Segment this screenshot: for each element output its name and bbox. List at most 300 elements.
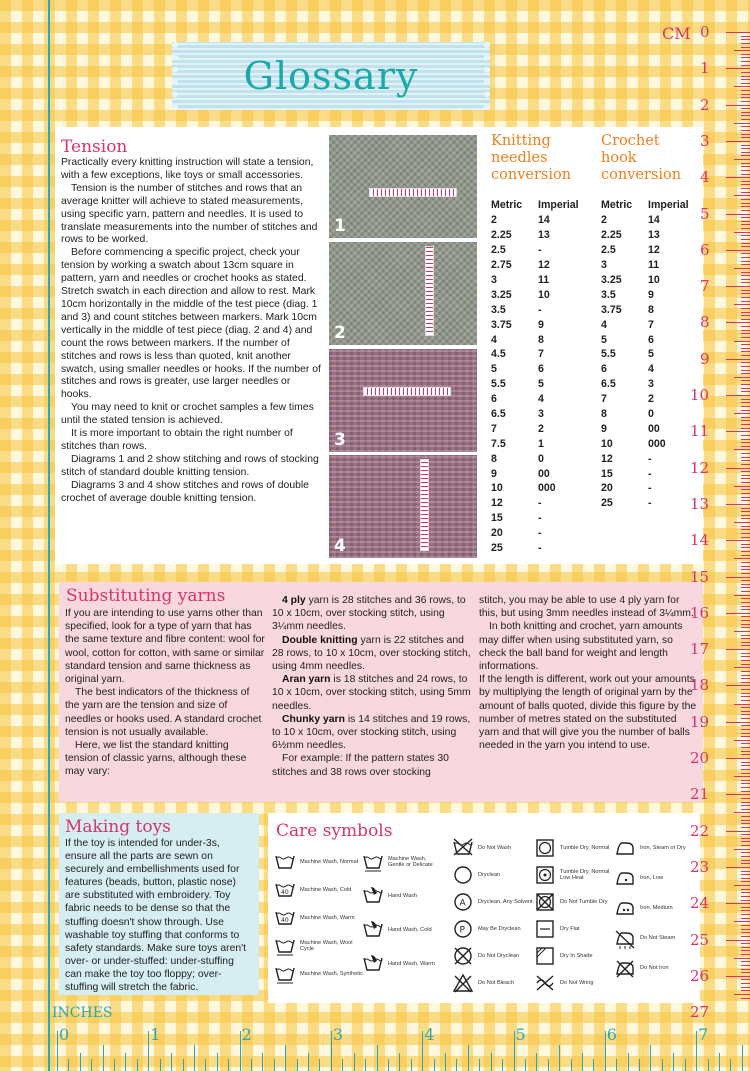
ruler-tick [741, 417, 750, 418]
care-symbol-item [534, 918, 614, 940]
ruler-tick [726, 105, 750, 106]
ruler-tick [741, 954, 750, 955]
ruler-tick [741, 326, 750, 327]
yarn-desc: is 14 stitches and 19 rows, to 10 x 10cm, over stocking stitch, using 6½mm needles. [272, 713, 471, 752]
care-symbol-item [274, 935, 364, 957]
ruler-tick [285, 1045, 286, 1071]
metric-cell: 15 [491, 512, 503, 525]
ruler-tick [741, 152, 750, 153]
ruler-tick [741, 47, 750, 48]
care-label: Iron, Low [640, 874, 664, 881]
ruler-tick [741, 163, 750, 164]
metric-cell: 3 [491, 274, 497, 286]
ruler-tick [726, 359, 750, 360]
imperial-cell: 10 [538, 288, 550, 301]
ruler-tick [411, 1059, 412, 1071]
ruler-tick [734, 849, 750, 850]
ruler-tick [734, 740, 750, 741]
inch-number: 0 [59, 1025, 70, 1044]
care-label: Hand Wash, Warm [388, 960, 435, 967]
imperial-cell: 4 [538, 393, 544, 406]
ruler-tick [741, 584, 750, 585]
cm-number: 11 [690, 422, 710, 441]
ruler-tick [741, 769, 750, 770]
column-header: Imperial [648, 198, 689, 211]
ruler-tick [741, 61, 750, 62]
svg-text:40: 40 [281, 917, 289, 924]
ruler-tick [741, 544, 750, 545]
care-label: Do Not Dryclean [478, 952, 520, 959]
ruler-tick [388, 1059, 389, 1071]
table-row [491, 377, 598, 392]
ruler-tick [741, 43, 750, 44]
ruler-tick [741, 145, 750, 146]
care-symbol-item [452, 945, 534, 967]
making-toys-panel [59, 813, 259, 995]
care-label: Dryclean [478, 871, 501, 878]
table-row [491, 213, 598, 228]
tension-paragraph: You may need to knit or crochet samples a few times until the stated tension is achieved. [61, 402, 314, 427]
ruler-tick [160, 1059, 161, 1071]
ruler-tick [741, 243, 750, 244]
diagram-2 [329, 242, 477, 345]
ruler-tick [741, 319, 750, 320]
ruler-tick [741, 210, 750, 211]
metric-cell: 5 [601, 333, 607, 346]
imperial-cell: 12 [648, 244, 660, 257]
ruler-tick [183, 1059, 184, 1071]
metric-cell: 25 [491, 542, 503, 555]
cm-number: 15 [690, 567, 710, 586]
ruler-tick [741, 435, 750, 436]
ruler-tick [741, 802, 750, 803]
cm-number: 4 [700, 168, 710, 187]
care-label: May Be Dryclean [478, 925, 521, 932]
ruler-tick [559, 1045, 560, 1071]
ruler-tick [741, 65, 750, 66]
cm-number: 9 [700, 349, 710, 368]
ruler-tick [741, 998, 750, 999]
ruler-tick [726, 468, 750, 469]
metric-cell: 3.75 [491, 318, 512, 331]
ruler-tick [734, 776, 750, 777]
ruler-tick [103, 1045, 104, 1071]
imperial-cell: - [648, 497, 652, 510]
ruler-tick [741, 464, 750, 465]
care-label: Dry In Shade [560, 952, 593, 959]
ruler-tick [741, 424, 750, 425]
ruler-tick [741, 562, 750, 563]
ruler-tick [726, 976, 750, 977]
page-title: Glossary [243, 54, 419, 98]
metric-cell: 6.5 [601, 378, 616, 391]
paragraph: In both knitting and crochet, yarn amounts may differ when using substituted yarn, so check the ball band for weight and length informations. [479, 621, 683, 673]
tumble-dry-low-icon [534, 864, 556, 886]
ruler-tick [741, 166, 750, 167]
cm-number: 20 [690, 749, 710, 767]
diagram-number: 2 [334, 323, 346, 343]
care-symbol-item [362, 919, 442, 941]
ruler-tick [741, 823, 750, 824]
ruler-tick [297, 1059, 298, 1071]
diagram-1 [329, 135, 477, 238]
ruler-tick [741, 457, 750, 458]
ruler-tick [741, 787, 750, 788]
ruler-tick [741, 606, 750, 607]
ruler-tick [726, 613, 750, 614]
ruler-tick [741, 366, 750, 367]
care-label: Tumble Dry, Normal Low Heat [560, 868, 610, 881]
column-header: Metric [601, 198, 633, 211]
ruler-tick [319, 1059, 320, 1071]
tension-paragraph: Practically every knitting instruction will state a tension, with a few exceptions, like toys or small accessories. [61, 157, 314, 181]
cm-number: 19 [690, 712, 710, 731]
ruler-tick [741, 907, 750, 908]
table-row [491, 362, 598, 377]
iron-low-icon [614, 867, 636, 889]
heading-line: hook [601, 150, 637, 166]
paragraph: If the length is different, work out your amounts by multiplying the length of original yarn by the amount of balls quoted, divide this figure by the number of metres stated on the substituted yarn and that will give you the number of balls needed in the yarn you intend to use. [479, 674, 697, 752]
ruler-tick [274, 1059, 275, 1071]
cm-number: 7 [700, 277, 710, 296]
ruler-tick [125, 1053, 126, 1071]
ruler-tick [741, 282, 750, 283]
ruler-tick [741, 725, 750, 726]
ruler-tick [741, 428, 750, 429]
ruler-tick [741, 54, 750, 55]
inch-number: 1 [150, 1025, 161, 1044]
metric-cell: 3 [601, 259, 607, 272]
crochet-conversion-heading [601, 133, 681, 184]
ruler-tick [741, 598, 750, 599]
ruler-tick [726, 940, 750, 941]
ruler-tick [726, 250, 750, 251]
metric-cell: 2.25 [491, 229, 512, 242]
metric-cell: 4 [491, 333, 497, 346]
care-symbol-item [534, 837, 614, 859]
ruler-tick [741, 174, 750, 175]
substituting-yarns-panel [59, 582, 703, 802]
imperial-cell: - [538, 244, 542, 257]
ruler-tick [741, 126, 750, 127]
ruler-tick [308, 1053, 309, 1071]
ruler-tick [741, 860, 750, 861]
dryclean-a-icon [452, 891, 474, 913]
dry-shade-icon [534, 945, 556, 967]
ruler-tick [741, 689, 750, 690]
ruler-tick [741, 783, 750, 784]
wash-tub-wool-icon [274, 935, 296, 957]
ruler-tick [719, 1053, 720, 1071]
cm-number: 27 [690, 1003, 710, 1022]
care-symbol-item [614, 897, 698, 919]
imperial-cell: 7 [538, 348, 544, 361]
ruler-tick [251, 1059, 252, 1071]
ruler-tick [741, 932, 750, 933]
ruler-tick [650, 1045, 651, 1071]
do-not-bleach-icon [452, 972, 474, 994]
ruler-tick [741, 645, 750, 646]
ruler-tick [399, 1053, 400, 1071]
ruler-tick [741, 489, 750, 490]
ruler-tick [741, 83, 750, 84]
care-label: Hand Wash [388, 892, 418, 899]
ruler-tick [741, 308, 750, 309]
ruler-tick [741, 896, 750, 897]
ruler-tick [479, 1059, 480, 1071]
ruler-tick [741, 773, 750, 774]
ruler-tick [741, 693, 750, 694]
ruler-tick [741, 36, 750, 37]
ruler-tick [741, 780, 750, 781]
imperial-cell: - [538, 497, 542, 510]
title-banner [172, 42, 490, 110]
wash-tub-40-icon [274, 907, 296, 929]
table-row [491, 481, 598, 496]
ruler-tick [741, 181, 750, 182]
ruler-tick [741, 551, 750, 552]
ruler-tick [741, 221, 750, 222]
ruler-tick [741, 224, 750, 225]
ruler-tick [741, 275, 750, 276]
imperial-cell: 14 [538, 214, 550, 227]
care-symbol-item [534, 891, 614, 913]
ruler-tick [741, 874, 750, 875]
imperial-cell: 7 [648, 318, 654, 331]
iron-medium-icon [614, 897, 636, 919]
ruler-tick [741, 918, 750, 919]
ruler-tick [741, 112, 750, 113]
ruler-tick [734, 341, 750, 342]
care-symbol-item [534, 864, 614, 886]
ruler-tick [726, 32, 750, 33]
ruler-tick [741, 609, 750, 610]
care-symbol-item [534, 972, 614, 994]
ruler-tick [734, 268, 750, 269]
ruler-tick [741, 566, 750, 567]
ruler-tick [741, 555, 750, 556]
ruler-tick [741, 57, 750, 58]
ruler-tick [734, 159, 750, 160]
table-row [491, 407, 598, 422]
metric-cell: 25 [601, 497, 613, 510]
making-toys-text: If the toy is intended for under-3s, ensure all the parts are sewn on securely and embellishments used for features (beads, button, plastic nose) are substituted with embroidery. Toy fabric needs to be dense so that the stuffing doesn't show through. Use washable toy stuffing that conforms to safety standards. Make sure toys aren't over- or under-stuffed: under-stuffing can make the toy too floppy; over-stuffing will stretch the fabric. [65, 838, 247, 994]
diagram-number: 1 [334, 216, 346, 236]
tension-paragraph: It is more important to obtain the right number of stitches than rows. [61, 428, 293, 452]
imperial-cell: 14 [648, 214, 660, 227]
ruler-tick [217, 1053, 218, 1071]
ruler-tick [734, 667, 750, 668]
ruler-tick [741, 736, 750, 737]
ruler-tick [741, 892, 750, 893]
imperial-cell: - [538, 527, 542, 540]
ruler-tick [741, 439, 750, 440]
care-label: Do Not Iron [640, 964, 669, 971]
metric-cell: 6 [601, 363, 607, 376]
column-header: Imperial [538, 198, 579, 211]
care-label: Tumble Dry, Normal [560, 844, 610, 851]
care-label: Do Not Steam [640, 934, 676, 941]
ruler-tick [639, 1059, 640, 1071]
ruler-tick [68, 1059, 69, 1071]
tape-measure [363, 387, 451, 396]
ruler-tick [741, 348, 750, 349]
metric-cell: 8 [601, 408, 607, 421]
care-symbol-item [614, 837, 698, 859]
do-not-steam-icon [614, 927, 636, 949]
ruler-tick [734, 631, 750, 632]
ruler-tick [741, 700, 750, 701]
cm-number: 1 [700, 59, 710, 78]
ruler-tick [741, 188, 750, 189]
care-symbol-item [362, 953, 442, 975]
ruler-tick [730, 1059, 731, 1071]
ruler-tick [741, 115, 750, 116]
ruler-tick [741, 889, 750, 890]
ruler-tick [456, 1059, 457, 1071]
imperial-cell: 0 [538, 452, 544, 465]
ruler-tick [741, 950, 750, 951]
inch-number: 6 [606, 1025, 617, 1044]
yarn-name: 4 ply [282, 595, 306, 606]
imperial-cell: 11 [538, 274, 550, 286]
column-header: Metric [491, 198, 523, 211]
tension-text [61, 157, 323, 505]
ruler-tick [741, 246, 750, 247]
diagram-3 [329, 349, 477, 452]
cm-number: 10 [690, 386, 710, 404]
svg-text:P: P [459, 925, 465, 936]
wash-tub-40-icon [274, 879, 296, 901]
care-label: Machine Wash, Synthetic [300, 970, 363, 977]
ruler-tick [726, 431, 750, 432]
ruler-tick [422, 1031, 423, 1071]
ruler-tick [734, 921, 750, 922]
care-label: Do Not Bleach [478, 979, 515, 986]
care-label: Do Not Tumble Dry [560, 898, 608, 905]
care-symbol-item [452, 837, 534, 859]
care-label: Dryclean, Any Solvent [478, 898, 533, 905]
care-symbol-item [534, 945, 614, 967]
cm-number: 13 [690, 494, 710, 513]
ruler-tick [741, 108, 750, 109]
cm-number: 26 [690, 966, 710, 985]
table-row [491, 466, 598, 481]
cm-number: 0 [700, 23, 710, 41]
metric-cell: 8 [491, 452, 497, 465]
ruler-tick [741, 754, 750, 755]
ruler-tick [741, 871, 750, 872]
ruler-tick [741, 72, 750, 73]
imperial-cell: 3 [648, 378, 654, 391]
ruler-tick [514, 1031, 515, 1071]
ruler-tick [741, 399, 750, 400]
wash-tub-icon [274, 851, 296, 873]
metric-cell: 12 [601, 452, 613, 465]
ruler-tick [741, 642, 750, 643]
imperial-cell: - [538, 512, 542, 525]
table-row [491, 541, 598, 556]
imperial-cell: - [538, 542, 542, 555]
hand-wash-icon [362, 885, 384, 907]
imperial-cell: 000 [538, 482, 556, 495]
ruler-tick [741, 881, 750, 882]
ruler-tick [57, 1031, 58, 1071]
care-label: Machine Wash, Cold [300, 886, 352, 893]
ruler-tick [741, 900, 750, 901]
paragraph [272, 713, 472, 753]
cm-number: 17 [690, 640, 710, 659]
ruler-tick [741, 714, 750, 715]
metric-cell: 3.75 [601, 303, 622, 316]
ruler-tick [605, 1031, 606, 1071]
ruler-tick [734, 86, 750, 87]
imperial-cell: 8 [538, 333, 544, 346]
imperial-cell: 2 [538, 422, 544, 435]
diagram-number: 3 [334, 430, 346, 450]
ruler-tick [741, 620, 750, 621]
ruler-tick [741, 863, 750, 864]
ruler-tick [741, 816, 750, 817]
care-label: Machine Wash, Warm [300, 914, 355, 921]
metric-cell: 2.25 [601, 229, 622, 242]
substituting-col-2 [272, 594, 472, 779]
table-row [491, 421, 598, 436]
ruler-tick [734, 994, 750, 995]
care-label: Machine Wash, Gentle or Delicate [388, 855, 433, 868]
ruler-tick [741, 682, 750, 683]
ruler-tick [734, 304, 750, 305]
cm-number: 2 [700, 95, 710, 114]
ruler-tick [741, 711, 750, 712]
ruler-tick [726, 68, 750, 69]
ruler-tick [726, 322, 750, 323]
ruler-tick [734, 958, 750, 959]
tension-paragraph: Diagrams 1 and 2 show stitching and rows of stocking stitch of standard double knitting tension. [61, 453, 319, 478]
yarn-name: Aran yarn [282, 674, 331, 686]
cm-number: 12 [690, 458, 710, 477]
metric-cell: 4.5 [491, 348, 506, 361]
imperial-cell: 9 [538, 318, 544, 331]
ruler-tick [741, 765, 750, 766]
ruler-tick [741, 337, 750, 338]
ruler-tick [741, 420, 750, 421]
metric-cell: 4 [601, 318, 607, 331]
ruler-tick [741, 827, 750, 828]
care-label: Iron, Steam or Dry [640, 844, 686, 851]
care-symbol-item [452, 891, 534, 913]
care-label: Iron, Medium [640, 904, 673, 911]
ruler-tick [194, 1045, 195, 1071]
iron-icon [614, 837, 636, 859]
ruler-tick [741, 511, 750, 512]
ruler-tick [741, 493, 750, 494]
ruler-tick [741, 148, 750, 149]
ruler-tick [741, 852, 750, 853]
ruler-tick [741, 373, 750, 374]
ruler-tick [741, 137, 750, 138]
ruler-tick [726, 395, 750, 396]
table-row [491, 228, 598, 243]
ruler-tick [741, 515, 750, 516]
dry-flat-icon [534, 918, 556, 940]
care-symbol-item [274, 851, 364, 873]
cm-number: 22 [690, 821, 710, 840]
ruler-tick [741, 482, 750, 483]
metric-cell: 7 [491, 422, 497, 435]
do-not-wring-icon [534, 972, 556, 994]
metric-cell: 5.5 [601, 348, 616, 361]
